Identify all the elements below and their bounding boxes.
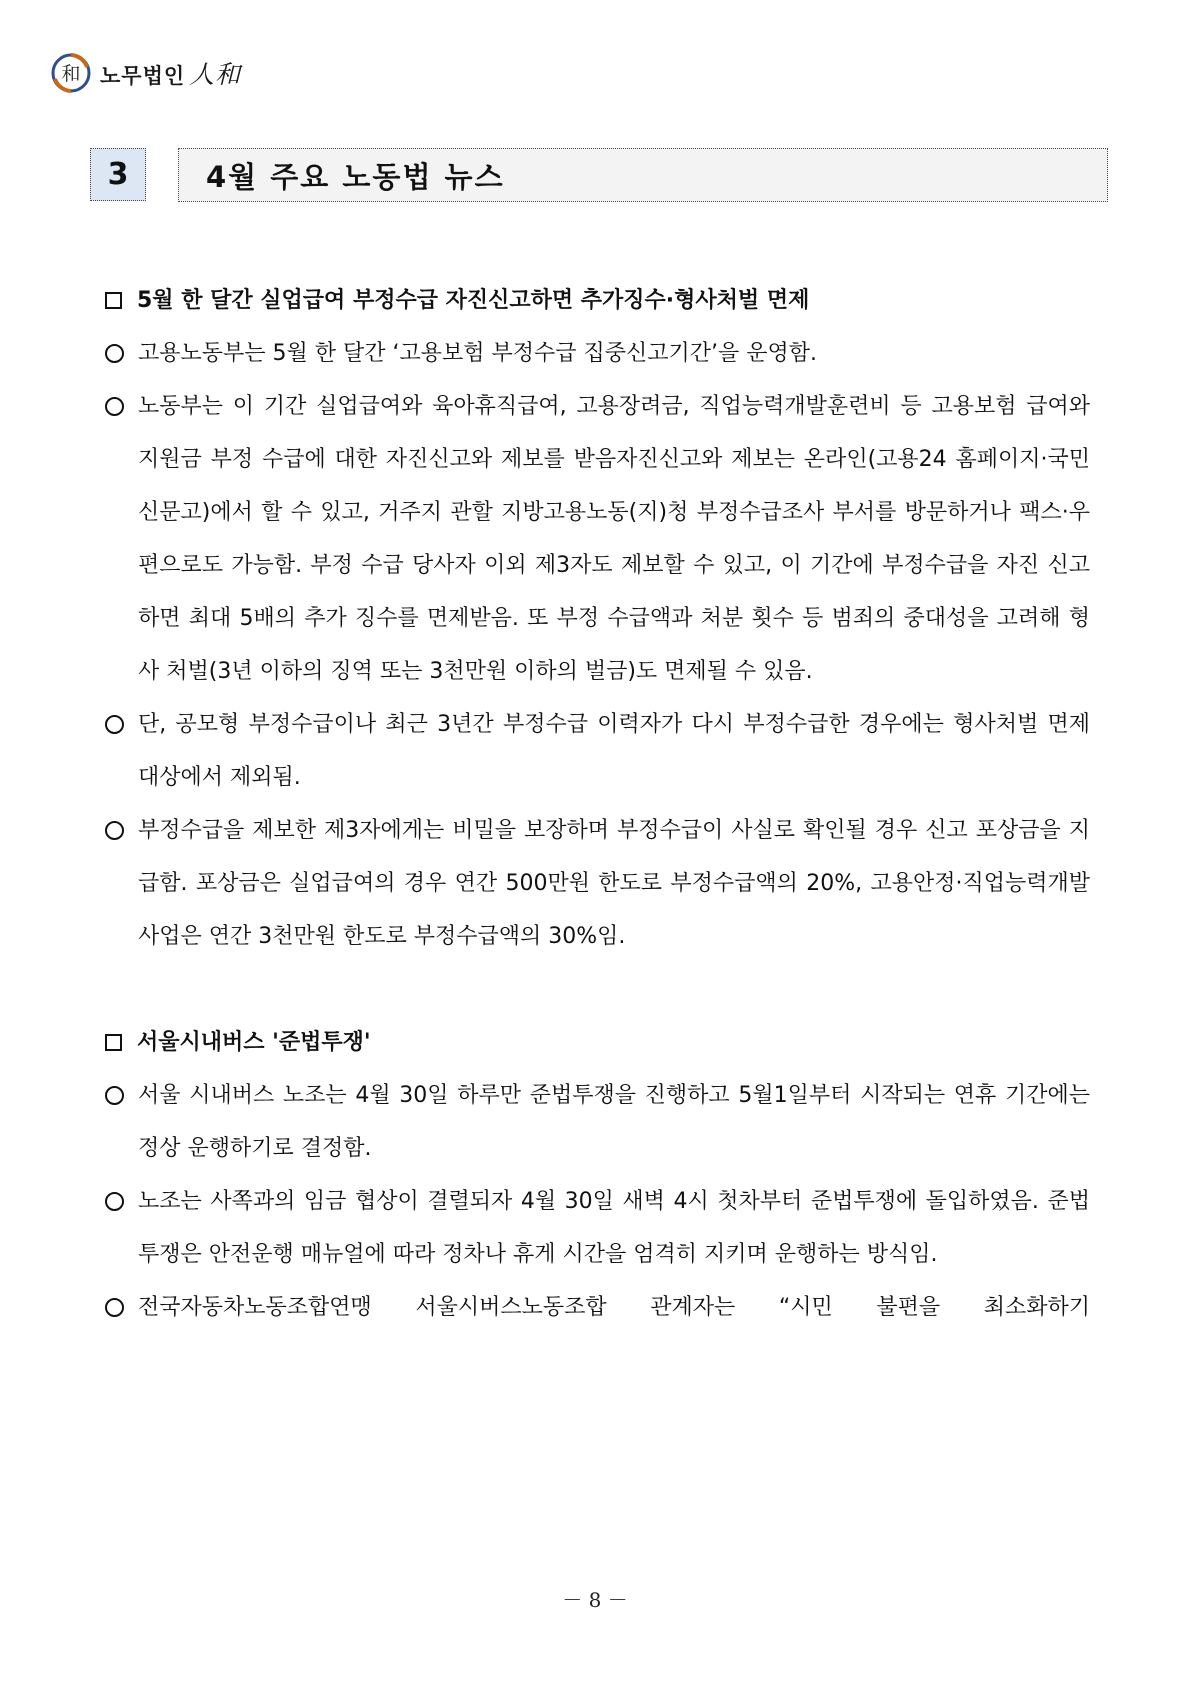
circle-bullet-icon [105, 397, 124, 416]
svg-text:和: 和 [61, 63, 81, 85]
list-item [105, 327, 1095, 380]
circle-bullet-icon [105, 1298, 124, 1317]
circle-bullet-icon [105, 715, 124, 734]
paragraph-text: 서울 시내버스 노조는 4월 30일 하루만 준법투쟁을 진행하고 5월1일부터 시작되는 연휴 기간에는 정상 운행하기로 결정함. [138, 1083, 1090, 1161]
paragraph-text: 고용노동부는 5월 한 달간 ‘고용보험 부정수급 집중신고기간’을 운영함. [138, 341, 817, 366]
square-bullet-icon [105, 1034, 122, 1051]
circle-bullet-icon [105, 1086, 124, 1105]
paragraph-text: 부정수급을 제보한 제3자에게는 비밀을 보장하며 부정수급이 사실로 확인될 경우 신고 포상금을 지급함. 포상금은 실업급여의 경우 연간 500만원 한도로 부정수급액의 20%, 고용안정·직업능력개발사업은 연간 3천만원 한도로 부정수급액의 30%임. [138, 818, 1090, 949]
org-name [100, 55, 241, 91]
paragraph-text: 전국자동차노동조합연맹 서울시버스노동조합 관계자는 “시민 불편을 최소화하기 [138, 1295, 1090, 1320]
list-item [105, 804, 1095, 963]
org-emblem-icon [50, 52, 92, 94]
paragraph-text: 노동부는 이 기간 실업급여와 육아휴직급여, 고용장려금, 직업능력개발훈련비 등 고용보험 급여와 지원금 부정 수급에 대한 자진신고와 제보를 받음자진신고와 제보는 온라인(고용24 홈페이지·국민신문고)에서 할 수 있고, 거주지 관할 지방고용노동(지)청 부정수급조사 부서를 방문하거나 팩스·우편으로도 가능함. 부정 수급 당사자 이외 제3자도 제보할 수 있고, 이 기간에 부정수급을 자진 신고하면 최대 5배의 추가 징수를 면제받음. 또 부정 수급액과 처분 횟수 등 범죄의 중대성을 고려해 형사 처벌(3년 이하의 징역 또는 3천만원 이하의 벌금)도 면제될 수 있음. [138, 394, 1090, 684]
org-name-korean: 노무법인 [100, 64, 186, 88]
list-item [105, 698, 1095, 804]
section-title: 4월 주요 노동법 뉴스 [178, 148, 1108, 202]
paragraph-text: 단, 공모형 부정수급이나 최근 3년간 부정수급 이력자가 다시 부정수급한 경우에는 형사처벌 면제 대상에서 제외됨. [138, 712, 1090, 790]
circle-bullet-icon [105, 1192, 124, 1211]
section-number: 3 [90, 148, 146, 201]
circle-bullet-icon [105, 821, 124, 840]
org-logo [50, 52, 241, 94]
article-heading: 서울시내버스 '준법투쟁' [105, 1016, 1095, 1069]
page-number: － 8 － [562, 1588, 628, 1612]
article-heading: 5월 한 달간 실업급여 부정수급 자진신고하면 추가징수·형사처벌 면제 [105, 274, 1095, 327]
list-item [105, 380, 1095, 698]
list-item [105, 1069, 1095, 1175]
article-content [105, 274, 1095, 1334]
paragraph-text: 노조는 사쪽과의 임금 협상이 결렬되자 4월 30일 새벽 4시 첫차부터 준법투쟁에 돌입하였음. 준법투쟁은 안전운행 매뉴얼에 따라 정차나 휴게 시간을 엄격히 지키며 운행하는 방식임. [138, 1189, 1090, 1267]
square-bullet-icon [105, 292, 122, 309]
list-item [105, 1281, 1095, 1334]
org-name-script: 人和 [189, 60, 242, 89]
list-item [105, 1175, 1095, 1281]
circle-bullet-icon [105, 344, 124, 363]
